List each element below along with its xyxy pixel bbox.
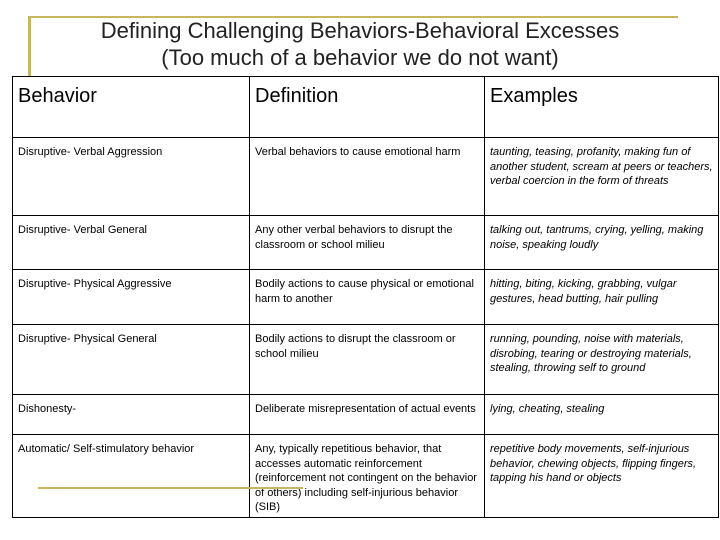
decorative-bottom-rule <box>38 487 303 489</box>
behavior-cell: Disruptive- Verbal Aggression <box>13 138 250 216</box>
definition-cell: Deliberate misrepresentation of actual events <box>250 395 485 435</box>
table-header-row <box>13 77 719 138</box>
behavior-cell: Disruptive- Physical Aggressive <box>13 270 250 325</box>
table-row <box>13 435 719 518</box>
header-definition: Definition <box>250 77 485 138</box>
table-row <box>13 138 719 216</box>
table-row <box>13 270 719 325</box>
definition-cell: Verbal behaviors to cause emotional harm <box>250 138 485 216</box>
definition-cell: Bodily actions to disrupt the classroom or school milieu <box>250 325 485 395</box>
examples-cell: taunting, teasing, profanity, making fun of another student, scream at peers or teachers, verbal coercion in the form of threats <box>485 138 719 216</box>
definition-cell: Any, typically repetitious behavior, that accesses automatic reinforcement (reinforcement not contingent on the behavior of others) including self-injurious behavior (SIB) <box>250 435 485 518</box>
examples-cell: lying, cheating, stealing <box>485 395 719 435</box>
table-row <box>13 395 719 435</box>
examples-cell: hitting, biting, kicking, grabbing, vulgar gestures, head butting, hair pulling <box>485 270 719 325</box>
header-behavior: Behavior <box>13 77 250 138</box>
behavior-cell: Dishonesty- <box>13 395 250 435</box>
table-row <box>13 325 719 395</box>
examples-cell: talking out, tantrums, crying, yelling, making noise, speaking loudly <box>485 216 719 270</box>
definition-cell: Any other verbal behaviors to disrupt the classroom or school milieu <box>250 216 485 270</box>
decorative-left-rule <box>28 16 31 76</box>
table-row <box>13 216 719 270</box>
title-line-1: Defining Challenging Behaviors-Behavioral Excesses <box>100 18 620 43</box>
behavior-cell: Disruptive- Physical General <box>13 325 250 395</box>
behavior-cell: Disruptive- Verbal General <box>13 216 250 270</box>
examples-cell: running, pounding, noise with materials, disrobing, tearing or destroying materials, stealing, throwing self to ground <box>485 325 719 395</box>
title-line-2: (Too much of a behavior we do not want) <box>161 45 559 70</box>
behavior-cell: Automatic/ Self-stimulatory behavior <box>13 435 250 518</box>
definition-cell: Bodily actions to cause physical or emotional harm to another <box>250 270 485 325</box>
behavior-table <box>12 76 719 518</box>
slide-title <box>40 17 680 71</box>
header-examples: Examples <box>485 77 719 138</box>
examples-cell: repetitive body movements, self-injurious behavior, chewing objects, flipping fingers, tapping his hand or objects <box>485 435 719 518</box>
